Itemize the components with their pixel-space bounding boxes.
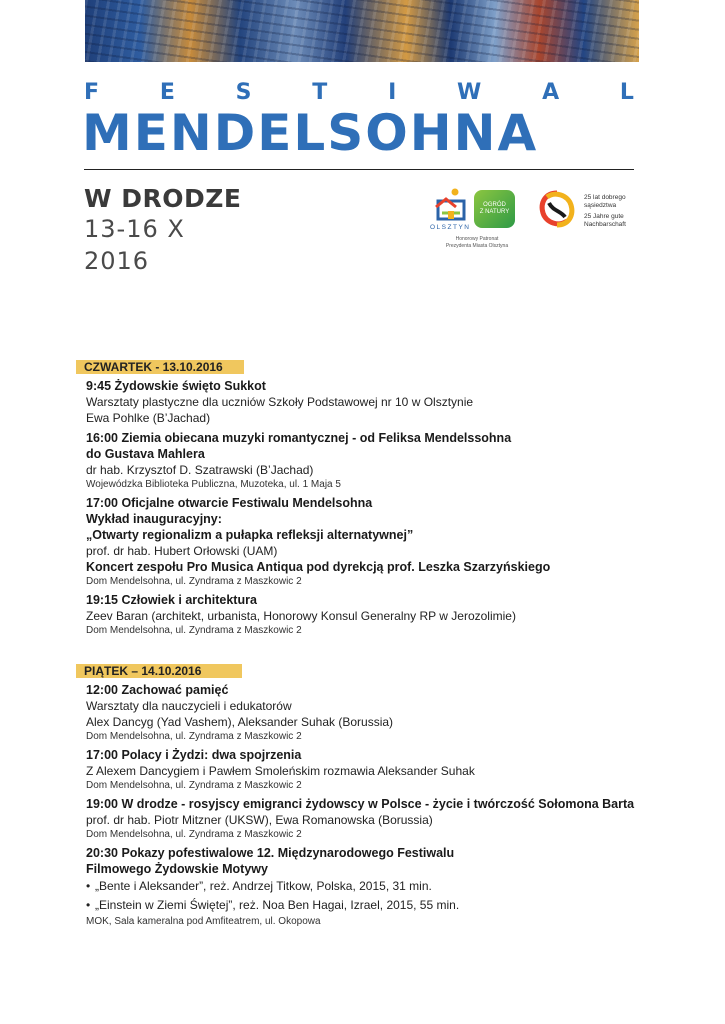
festival-year: 2016 [84,247,150,275]
event-title: do Gustava Mahlera [86,447,205,461]
event-title: 19:00 W drodze - rosyjscy emigranci żydowscy w Polsce - życie i twórczość Sołomona Barta [86,797,635,811]
festiwal-letter: W [457,80,482,105]
neighbourhood-25-logo [537,189,577,229]
event-title: 9:45 Żydowskie święto Sukkot [86,379,266,393]
event-title: 17:00 Polacy i Żydzi: dwa spojrzenia [86,748,302,762]
event-title: „Otwarty regionalizm a pułapka refleksji alternatywnej” [86,528,414,542]
day-header-thursday: CZWARTEK - 13.10.2016 [76,360,244,374]
patron-line-1: Honorowy Patronat [455,236,499,242]
event-detail: Alex Dancyg (Yad Vashem), Aleksander Suhak (Borussia) [86,715,394,729]
event-title: 19:15 Człowiek i architektura [86,593,257,607]
header-divider [84,169,634,170]
olsztyn-logo [434,187,468,227]
festiwal-letter: F [84,80,100,105]
event-detail: Warsztaty plastyczne dla uczniów Szkoły Podstawowej nr 10 w Olsztynie [86,395,474,409]
bullet-icon: • [86,898,91,912]
program-thursday [86,378,646,641]
ogrod-logo-line2: Z NATURY [479,209,510,215]
neighbourhood-pl-1: 25 lat dobrego [584,194,626,201]
mendelsohna-title: MENDELSOHNA [82,104,539,162]
film-bullet-item [86,877,646,896]
neighbourhood-25-text [584,194,626,229]
day-header-friday: PIĄTEK – 14.10.2016 [76,664,242,678]
program-event [86,378,646,426]
neighbourhood-de-1: 25 Jahre gute [584,213,624,220]
event-title: Filmowego Żydowskie Motywy [86,862,268,876]
event-title: 16:00 Ziemia obiecana muzyki romantycznej - od Feliksa Mendelssohna [86,431,512,445]
program-event [86,495,646,588]
event-venue: Dom Mendelsohna, ul. Zyndrama z Maszkowic 2 [86,829,302,840]
neighbourhood-pl-2: sąsiedztwa [584,202,617,209]
festiwal-letter: E [159,80,175,105]
festival-dates: 13-16 X [84,215,185,243]
program-event [86,796,646,841]
festiwal-letter: I [388,80,397,105]
event-title: Koncert zespołu Pro Musica Antiqua pod dyrekcją prof. Leszka Szarzyńskiego [86,560,551,574]
honorary-patronage [432,236,522,250]
festival-banner-painting [85,0,639,62]
event-detail: Zeev Baran (architekt, urbanista, Honorowy Konsul Generalny RP w Jerozolimie) [86,609,516,623]
event-title: 17:00 Oficjalne otwarcie Festiwalu Mendelsohna [86,496,373,510]
event-title: 12:00 Zachować pamięć [86,683,229,697]
festiwal-letter: A [542,80,560,105]
event-venue: Dom Mendelsohna, ul. Zyndrama z Maszkowic 2 [86,576,302,587]
subtitle: W DRODZE [84,184,242,213]
event-venue: MOK, Sala kameralna pod Amfiteatrem, ul. Okopowa [86,916,321,927]
program-event [86,845,646,928]
program-event [86,682,646,743]
bullet-icon: • [86,879,91,893]
film-title-text: „Einstein w Ziemi Świętej”, reż. Noa Ben Hagai, Izrael, 2015, 55 min. [95,898,460,912]
film-title-text: „Bente i Aleksander”, reż. Andrzej Titkow, Polska, 2015, 31 min. [95,879,432,893]
event-detail: dr hab. Krzysztof D. Szatrawski (B’Jachad) [86,463,314,477]
event-title: Wykład inauguracyjny: [86,512,222,526]
patron-line-2: Prezydenta Miasta Olsztyna [445,243,509,249]
event-venue: Dom Mendelsohna, ul. Zyndrama z Maszkowic 2 [86,731,302,742]
ogrod-z-natury-logo [474,190,515,228]
olsztyn-logo-label: OLSZTYN [430,224,471,231]
program-event [86,747,646,792]
event-title: 20:30 Pokazy pofestiwalowe 12. Międzynarodowego Festiwalu [86,846,455,860]
ogrod-logo-line1: OGRÓD [483,202,506,208]
event-venue: Dom Mendelsohna, ul. Zyndrama z Maszkowic 2 [86,780,302,791]
event-detail: Warsztaty dla nauczycieli i edukatorów [86,699,292,713]
film-bullet-item [86,896,646,915]
event-detail: Z Alexem Dancygiem i Pawłem Smoleńskim rozmawia Aleksander Suhak [86,764,475,778]
festiwal-letter: S [235,80,252,105]
festiwal-letter: T [312,80,328,105]
festiwal-letter: L [619,80,634,105]
event-detail: Ewa Pohlke (B’Jachad) [86,411,211,425]
festiwal-heading [84,80,634,105]
event-venue: Wojewódzka Biblioteka Publiczna, Muzoteka, ul. 1 Maja 5 [86,479,341,490]
event-detail: prof. dr hab. Piotr Mitzner (UKSW), Ewa Romanowska (Borussia) [86,813,433,827]
program-event [86,430,646,491]
program-friday [86,682,646,932]
event-detail: prof. dr hab. Hubert Orłowski (UAM) [86,544,278,558]
event-venue: Dom Mendelsohna, ul. Zyndrama z Maszkowic 2 [86,625,302,636]
program-event [86,592,646,637]
neighbourhood-de-2: Nachbarschaft [584,221,626,228]
